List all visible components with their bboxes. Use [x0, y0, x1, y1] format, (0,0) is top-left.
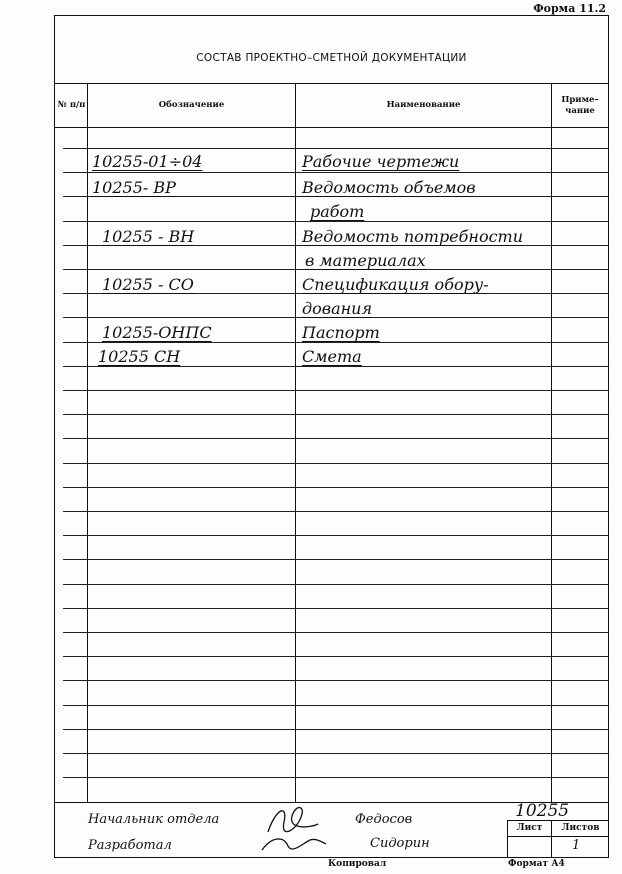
- stamp-doc-number: 10255: [515, 801, 570, 821]
- header-num: № п/п: [57, 100, 86, 111]
- header-name: Наименование: [386, 100, 461, 111]
- column-divider-num: [87, 83, 88, 803]
- table-rule-line: [63, 390, 609, 391]
- entry-name: Смета: [302, 347, 362, 366]
- stamp-label-line: [507, 836, 609, 837]
- header-note: Приме– чание: [561, 94, 599, 116]
- entry-name-cont: в материалах: [305, 251, 426, 270]
- table-rule-line: [63, 463, 609, 464]
- entry-designation: 10255 - ВН: [102, 227, 195, 246]
- entry-name-cont: работ: [310, 202, 365, 221]
- table-rule-line: [63, 729, 609, 730]
- table-rule-line: [63, 705, 609, 706]
- table-rule-line: [63, 632, 609, 633]
- signature-name-1: Федосов: [355, 812, 413, 827]
- entry-name-cont: дования: [302, 299, 373, 318]
- form-number-label: Форма 11.2: [533, 2, 606, 15]
- entry-designation: 10255 СН: [98, 347, 181, 366]
- document-title: СОСТАВ ПРОЕКТНО–СМЕТНОЙ ДОКУМЕНТАЦИИ: [196, 52, 467, 64]
- signature-name-2: Сидорин: [370, 836, 430, 851]
- table-rule-line: [63, 608, 609, 609]
- entry-designation: 10255-01÷04: [92, 152, 203, 171]
- footer-copied: Копировал: [328, 859, 387, 869]
- table-rule-line: [63, 487, 609, 488]
- signature-role-1: Начальник отдела: [88, 812, 220, 827]
- entry-designation: 10255 - СО: [102, 275, 194, 294]
- table-rule-line: [63, 680, 609, 681]
- table-rule-line: [63, 559, 609, 560]
- table-rule-line: [63, 414, 609, 415]
- table-rule-line: [63, 777, 609, 778]
- entry-name: Паспорт: [302, 323, 380, 342]
- signature-role-2: Разработал: [88, 838, 172, 853]
- table-rule-line: [63, 753, 609, 754]
- entry-name: Ведомость объемов: [302, 178, 476, 197]
- column-divider-name: [551, 83, 552, 803]
- header-bottom-line: [54, 127, 609, 128]
- footer-format: Формат А4: [508, 859, 565, 869]
- signature-scribbles: [258, 800, 328, 856]
- table-rule-line: [63, 172, 609, 173]
- entry-name: Спецификация обору-: [302, 275, 489, 294]
- column-divider-designation: [295, 83, 296, 803]
- stamp-sheets-label: Листов: [561, 823, 600, 833]
- entry-name: Ведомость потребности: [302, 227, 524, 246]
- table-rule-line: [63, 584, 609, 585]
- table-rule-line: [63, 535, 609, 536]
- table-rule-line: [63, 656, 609, 657]
- entry-designation: 10255- ВР: [92, 178, 176, 197]
- header-designation: Обозначение: [158, 100, 225, 111]
- table-rule-line: [63, 148, 609, 149]
- stamp-sheet-label: Лист: [516, 823, 543, 833]
- table-rule-line: [63, 438, 609, 439]
- entry-designation: 10255-ОНПС: [102, 323, 212, 342]
- table-rule-line: [63, 511, 609, 512]
- entry-name: Рабочие чертежи: [302, 152, 460, 171]
- document-frame: [54, 15, 609, 858]
- stamp-sheets-value: 1: [572, 838, 581, 853]
